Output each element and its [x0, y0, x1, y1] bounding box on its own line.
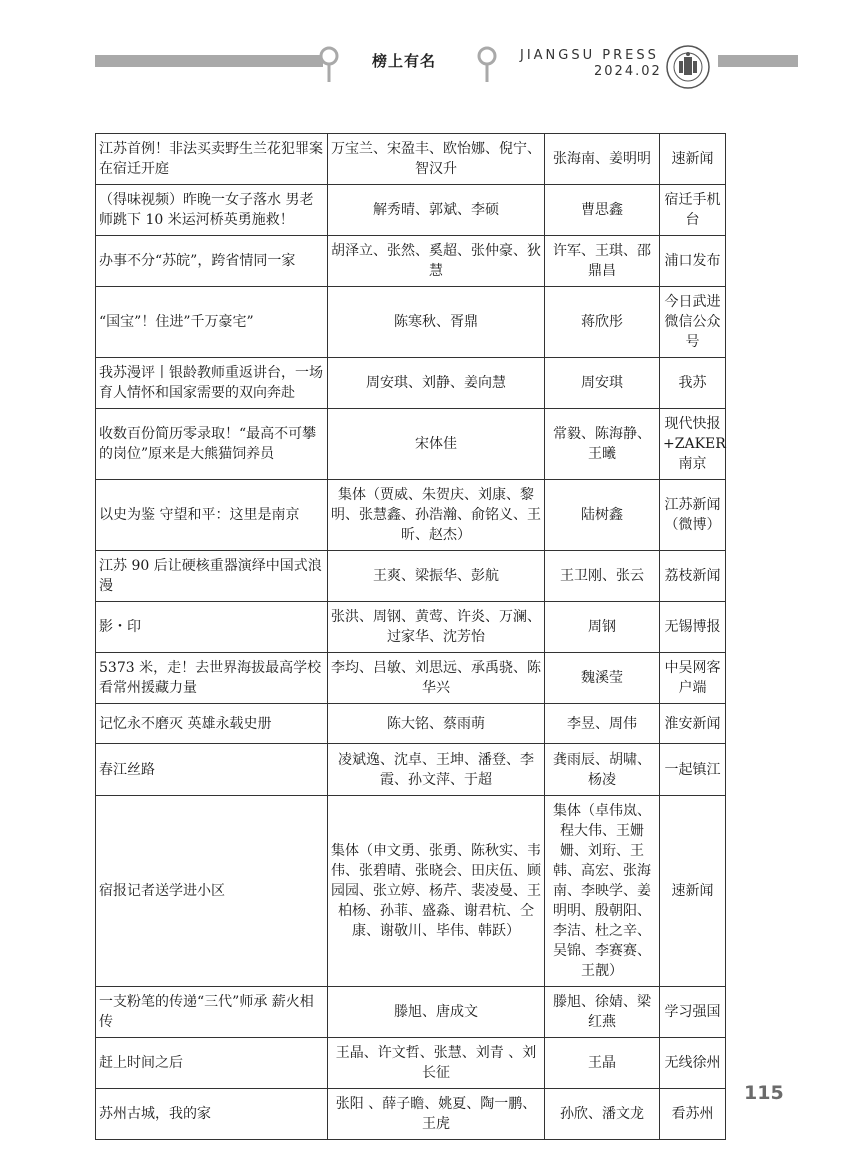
award-list-table — [95, 133, 726, 1140]
outlet-cell-text: 速新闻 — [671, 151, 714, 167]
page-number: 115 — [744, 1082, 784, 1104]
editors-cell — [545, 551, 660, 602]
authors-cell-text: 胡泽立、张然、奚超、张仲豪、狄慧 — [331, 243, 541, 279]
editors-cell — [545, 236, 660, 287]
work-title-cell-text: 苏州古城，我的家 — [99, 1106, 211, 1122]
table-row — [96, 602, 726, 653]
outlet-cell-text: 速新闻 — [671, 883, 714, 899]
table-row — [96, 287, 726, 358]
work-title-cell — [96, 704, 328, 744]
editors-cell-text: 陆树鑫 — [581, 507, 623, 523]
authors-cell-text: 滕旭、唐成文 — [394, 1004, 478, 1020]
work-title-cell — [96, 653, 328, 704]
authors-cell — [328, 409, 545, 480]
table-row — [96, 704, 726, 744]
table-row — [96, 409, 726, 480]
table-row — [96, 1089, 726, 1140]
authors-cell-text: 解秀晴、郭斌、李硕 — [373, 202, 499, 218]
header-issue-date: 2024.02 — [594, 64, 662, 79]
outlet-cell — [660, 185, 726, 236]
authors-cell-text: 陈寒秋、胥鼎 — [394, 314, 478, 330]
work-title-cell — [96, 480, 328, 551]
work-title-cell-text: 江苏首例！非法买卖野生兰花犯罪案在宿迁开庭 — [99, 141, 323, 177]
outlet-cell — [660, 480, 726, 551]
editors-cell-text: 龚雨辰、胡啸、杨凌 — [553, 751, 651, 788]
outlet-cell — [660, 744, 726, 796]
outlet-cell-text: 今日武进微信公众号 — [664, 294, 721, 350]
work-title-cell-text: 记忆永不磨灭 英雄永载史册 — [99, 715, 272, 732]
outlet-cell-text: 荔枝新闻 — [664, 568, 721, 584]
header-bar-right — [718, 55, 798, 67]
editors-cell — [545, 1089, 660, 1140]
editors-cell — [545, 1038, 660, 1089]
editors-cell — [545, 602, 660, 653]
outlet-cell-text: 宿迁手机台 — [664, 192, 721, 228]
outlet-cell-text: 淮安新闻 — [664, 715, 721, 732]
outlet-cell-text: 浦口发布 — [664, 253, 721, 269]
editors-cell-text: 蒋欣彤 — [581, 314, 623, 330]
table-row — [96, 358, 726, 409]
work-title-cell — [96, 134, 328, 185]
outlet-cell — [660, 236, 726, 287]
work-title-cell-text: 赶上时间之后 — [99, 1055, 183, 1071]
work-title-cell — [96, 796, 328, 987]
header-bar-left — [95, 55, 323, 67]
editors-cell — [545, 744, 660, 796]
authors-cell-text: 万宝兰、宋盈丰、欧怡娜、倪宁、智汉升 — [331, 141, 541, 177]
authors-cell — [328, 704, 545, 744]
work-title-cell-text: 办事不分“苏皖”，跨省情同一家 — [99, 253, 296, 269]
header-press-name: JIANGSU PRESS — [520, 48, 659, 63]
outlet-cell — [660, 409, 726, 480]
editors-cell-text: 常毅、陈海静、王曦 — [553, 426, 651, 462]
work-title-cell-text: 江苏 90 后让硬核重器演绎中国式浪漫 — [99, 558, 322, 594]
outlet-cell-text: 无锡博报 — [664, 619, 721, 635]
authors-cell-text: 王晶、许文哲、张慧、刘青 、刘长征 — [335, 1045, 537, 1081]
authors-cell-text: 宋体佳 — [415, 436, 457, 452]
editors-cell — [545, 480, 660, 551]
outlet-cell — [660, 1089, 726, 1140]
authors-cell-text: 周安琪、刘静、姜向慧 — [366, 375, 506, 391]
work-title-cell-text: 春江丝路 — [99, 761, 155, 778]
table-row — [96, 236, 726, 287]
editors-cell-text: 周安琪 — [581, 375, 623, 391]
table-row — [96, 653, 726, 704]
authors-cell — [328, 1038, 545, 1089]
work-title-cell — [96, 1089, 328, 1140]
editors-cell — [545, 287, 660, 358]
editors-cell-text: 周钢 — [588, 619, 616, 635]
work-title-cell-text: 收数百份简历零录取！“最高不可攀的岗位”原来是大熊猫饲养员 — [99, 426, 317, 462]
authors-cell — [328, 480, 545, 551]
authors-cell-text: 陈大铭、蔡雨萌 — [387, 715, 485, 732]
authors-cell — [328, 185, 545, 236]
authors-cell — [328, 987, 545, 1038]
outlet-cell-text: 现代快报+ZAKER南京 — [663, 416, 726, 472]
editors-cell — [545, 134, 660, 185]
authors-cell-text: 张阳 、薛子瞻、姚夏、陶一鹏、王虎 — [335, 1096, 537, 1132]
editors-cell — [545, 704, 660, 744]
authors-cell — [328, 236, 545, 287]
authors-cell — [328, 1089, 545, 1140]
table-row — [96, 185, 726, 236]
work-title-cell — [96, 551, 328, 602]
table-row — [96, 1038, 726, 1089]
outlet-cell — [660, 987, 726, 1038]
work-title-cell-text: 以史为鉴 守望和平：这里是南京 — [99, 507, 300, 523]
outlet-cell — [660, 551, 726, 602]
work-title-cell-text: 我苏漫评丨银龄教师重返讲台，一场育人情怀和国家需要的双向奔赴 — [99, 365, 323, 401]
outlet-cell — [660, 1038, 726, 1089]
work-title-cell-text: （得味视频）昨晚一女子落水 男老师跳下 10 米运河桥英勇施救！ — [99, 192, 314, 228]
work-title-cell-text: 一支粉笔的传递“三代”师承 薪火相传 — [99, 994, 314, 1030]
outlet-cell — [660, 602, 726, 653]
table-row — [96, 480, 726, 551]
outlet-cell-text: 一起镇江 — [664, 761, 721, 778]
outlet-cell-text: 学习强国 — [664, 1004, 721, 1020]
header-title: 榜上有名 — [372, 52, 437, 70]
authors-cell-text: 张洪、周钢、黄莺、许炎、万澜、过家华、沈芳怡 — [331, 609, 541, 645]
outlet-cell — [660, 704, 726, 744]
table-row — [96, 134, 726, 185]
editors-cell-text: 许军、王琪、邵鼎昌 — [553, 243, 651, 279]
authors-cell — [328, 287, 545, 358]
outlet-cell — [660, 134, 726, 185]
table-row — [96, 987, 726, 1038]
work-title-cell — [96, 1038, 328, 1089]
authors-cell-text: 凌斌逸、沈卓、王坤、潘登、李霞、孙文萍、于超 — [338, 751, 534, 788]
editors-cell-text: 李昱、周伟 — [567, 715, 637, 732]
editors-cell-text: 魏溪莹 — [581, 670, 623, 686]
work-title-cell — [96, 185, 328, 236]
pin-icon — [476, 46, 498, 84]
authors-cell — [328, 796, 545, 987]
authors-cell — [328, 744, 545, 796]
editors-cell-text: 张海南、姜明明 — [553, 151, 651, 167]
editors-cell-text: 王卫刚、张云 — [560, 568, 644, 584]
work-title-cell — [96, 358, 328, 409]
outlet-cell-text: 无线徐州 — [664, 1055, 721, 1071]
outlet-cell — [660, 287, 726, 358]
editors-cell — [545, 409, 660, 480]
outlet-cell — [660, 653, 726, 704]
work-title-cell — [96, 236, 328, 287]
work-title-cell — [96, 287, 328, 358]
authors-cell — [328, 602, 545, 653]
authors-cell — [328, 134, 545, 185]
editors-cell — [545, 796, 660, 987]
work-title-cell — [96, 409, 328, 480]
authors-cell-text: 集体（贾威、朱贺庆、刘康、黎明、张慧鑫、孙浩瀚、俞铭义、王昕、赵杰） — [331, 487, 541, 543]
editors-cell — [545, 653, 660, 704]
table-row — [96, 551, 726, 602]
pin-icon — [318, 46, 340, 84]
outlet-cell-text: 我苏 — [678, 375, 707, 391]
authors-cell — [328, 358, 545, 409]
editors-cell-text: 王晶 — [588, 1055, 616, 1071]
editors-cell — [545, 987, 660, 1038]
outlet-cell-text: 江苏新闻（微博） — [664, 497, 721, 533]
outlet-cell — [660, 358, 726, 409]
authors-cell-text: 王爽、梁振华、彭航 — [373, 568, 499, 584]
outlet-cell-text: 中吴网客户端 — [664, 660, 721, 696]
press-emblem-icon — [665, 44, 711, 90]
editors-cell — [545, 358, 660, 409]
authors-cell-text: 李均、吕敏、刘思远、承禹骁、陈华兴 — [331, 660, 541, 696]
editors-cell — [545, 185, 660, 236]
work-title-cell — [96, 987, 328, 1038]
editors-cell-text: 曹思鑫 — [581, 202, 623, 218]
authors-cell — [328, 653, 545, 704]
outlet-cell — [660, 796, 726, 987]
work-title-cell-text: 影・印 — [99, 619, 141, 635]
editors-cell-text: 集体（卓伟岚、程大伟、王姗姗、刘珩、王韩、高宏、张海南、李映学、姜明明、殷朝阳、李洁、杜之辛、吴锦、李赛赛、王靓） — [553, 803, 651, 979]
table-row — [96, 744, 726, 796]
work-title-cell-text: “国宝”！住进”千万豪宅” — [99, 314, 254, 330]
editors-cell-text: 孙欣、潘文龙 — [560, 1106, 644, 1122]
authors-cell-text: 集体（申文勇、张勇、陈秋实、韦伟、张碧晴、张晓会、田庆伍、顾园园、张立婷、杨芹、裴凌曼、王柏杨、孙菲、盛淼、谢君杭、仝康、谢敬川、毕伟、韩跃） — [331, 843, 541, 939]
editors-cell-text: 滕旭、徐婧、梁红燕 — [553, 994, 651, 1030]
outlet-cell-text: 看苏州 — [671, 1106, 714, 1122]
work-title-cell-text: 宿报记者送学进小区 — [99, 883, 225, 899]
table-row — [96, 796, 726, 987]
work-title-cell-text: 5373 米，走！去世界海拔最高学校看常州援藏力量 — [99, 660, 322, 696]
work-title-cell — [96, 744, 328, 796]
authors-cell — [328, 551, 545, 602]
work-title-cell — [96, 602, 328, 653]
